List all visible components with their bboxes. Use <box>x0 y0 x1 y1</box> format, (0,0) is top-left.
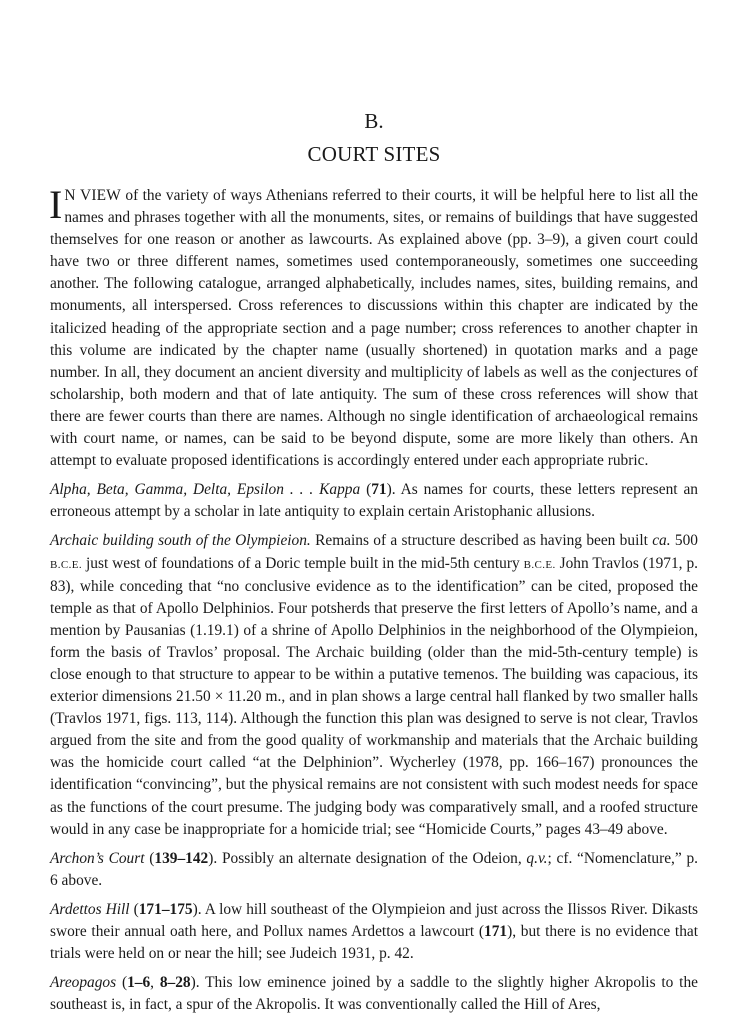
paren-open: ( <box>144 849 155 867</box>
entry-archaic-building <box>50 530 698 840</box>
testimonia-ref: 139–142 <box>154 849 209 867</box>
entry-text: ). Possibly an alternate designation of the Odeion, <box>208 849 527 867</box>
era-abbrev: B.C.E. <box>523 558 556 571</box>
entry-alpha <box>50 479 698 523</box>
entry-text: ), but there is no evidence that trials were held on or near the hill; see Judeich 1931, p. 42. <box>50 923 699 963</box>
entry-text-italic: q.v. <box>526 849 548 867</box>
entry-lemma: Ardettos Hill <box>50 900 130 918</box>
drop-cap: I <box>49 182 63 227</box>
page-title: COURT SITES <box>307 142 441 166</box>
entry-text: just west of foundations of a Doric temple built in the mid-5th century <box>82 554 524 572</box>
entry-text: Remains of a structure described as having been built <box>310 532 653 550</box>
entry-text: ). This low eminence joined by a saddle to the slightly higher Akropolis to the southeast is, in fact, a spur of the Akropolis. It was conventionally called the Hill of Ares, <box>50 974 698 1014</box>
entry-lemma: Archon’s Court <box>50 849 145 867</box>
entry-text-italic: ca. <box>652 532 671 550</box>
era-abbrev: B.C.E. <box>50 558 83 571</box>
paren-open: ( <box>129 900 139 918</box>
ref-separator: , <box>150 974 160 992</box>
entry-text: John Travlos (1971, p. 83), while conceding that “no conclusive evidence as to the identification” can be cited, proposed the temple as that of Apollo Delphinios. Four potsherds that preserve the first letters of Apollo’s name, and a mention by Pausanias (1.19.1) of a shrine of Apollo Delphinios in the neighborhood of the Olympieion, form the basis of Travlos’ proposal. The Archaic building (older than the mid-5th-century temple) is close enough to that structure to appear to be within a putative temenos. The building was capacious, its exterior dimensions 21.50 × 11.20 m., and in plan shows a large central hall flanked by two smaller halls (Travlos 1971, figs. 113, 114). Although the function this plan was designed to serve is not clear, Travlos argued from the site and from the good quality of workmanship and materials that the Archaic building was the homicide court called “at the Delphinion”. Wycherley (1978, pp. 166–167) pronounces the identification “convincing”, but the physical remains are not consistent with such modest needs for space as the functions of the court presume. The judging body was comparatively small, and a roofed structure would in any case be inappropriate for a homicide trial; see “Homicide Courts,” pages 43–49 above. <box>50 554 698 838</box>
entry-areopagos <box>50 972 698 1016</box>
testimonia-ref: 8–28 <box>159 974 191 992</box>
testimonia-ref: 1–6 <box>127 974 151 992</box>
entry-text: ; cf. “Nomenclature,” p. 6 above. <box>50 849 698 889</box>
entry-text: 500 <box>670 532 698 550</box>
entry-text: ). A low hill southeast of the Olympieion and just across the Ilissos River. Dikasts swore their annual oath here, and Pollux names Ardettos a lawcourt ( <box>50 900 698 940</box>
intro-text: of the variety of ways Athenians referred to their courts, it will be helpful here to list all the names and phrases together with all the monuments, sites, or remains of buildings that have suggested themselves for one reason or another as lawcourts. As explained above (pp. 3–9), a given court could have two or three different names, sometimes used contemporaneously, sometimes one succeeding another. The following catalogue, arranged alphabetically, includes names, sites, building remains, and monuments, all interspersed. Cross references to discussions within this chapter are indicated by the italicized heading of the appropriate section and a page number; cross references to another chapter in this volume are indicated by the chapter name (usually shortened) in quotation marks and a page number. In all, they document an ancient diversity and multiplicity of labels as well as the conjectures of scholarship, both modern and that of late antiquity. The sum of these cross references will show that there are fewer courts than there are names. Although no single identification of archaeological remains with court name, or names, can be said to be beyond dispute, some are more likely than others. An attempt to evaluate proposed identifications is accordingly entered under each appropriate rubric. <box>50 187 698 470</box>
section-letter: B. <box>364 109 384 133</box>
entry-lemma: Archaic building south of the Olympieion. <box>50 532 311 550</box>
intro-paragraph <box>49 182 698 472</box>
intro-caps: N VIEW <box>64 187 121 204</box>
entry-lemma: Areopagos <box>50 974 117 992</box>
testimonia-ref: 171–175 <box>138 900 193 918</box>
paren-open: ( <box>360 481 372 499</box>
entry-ardettos-hill <box>50 899 698 965</box>
entry-archons-court <box>50 848 698 892</box>
entry-lemma: Alpha, Beta, Gamma, Delta, Epsilon . . . Kappa <box>50 481 361 499</box>
document-page <box>50 108 698 1023</box>
entry-text: ). As names for courts, these letters represent an erroneous attempt by a scholar in late antiquity to explain certain Aristophanic allusions. <box>50 481 699 521</box>
testimonia-ref: 71 <box>371 481 387 499</box>
testimonia-ref: 171 <box>484 923 508 940</box>
paren-open: ( <box>116 974 128 992</box>
